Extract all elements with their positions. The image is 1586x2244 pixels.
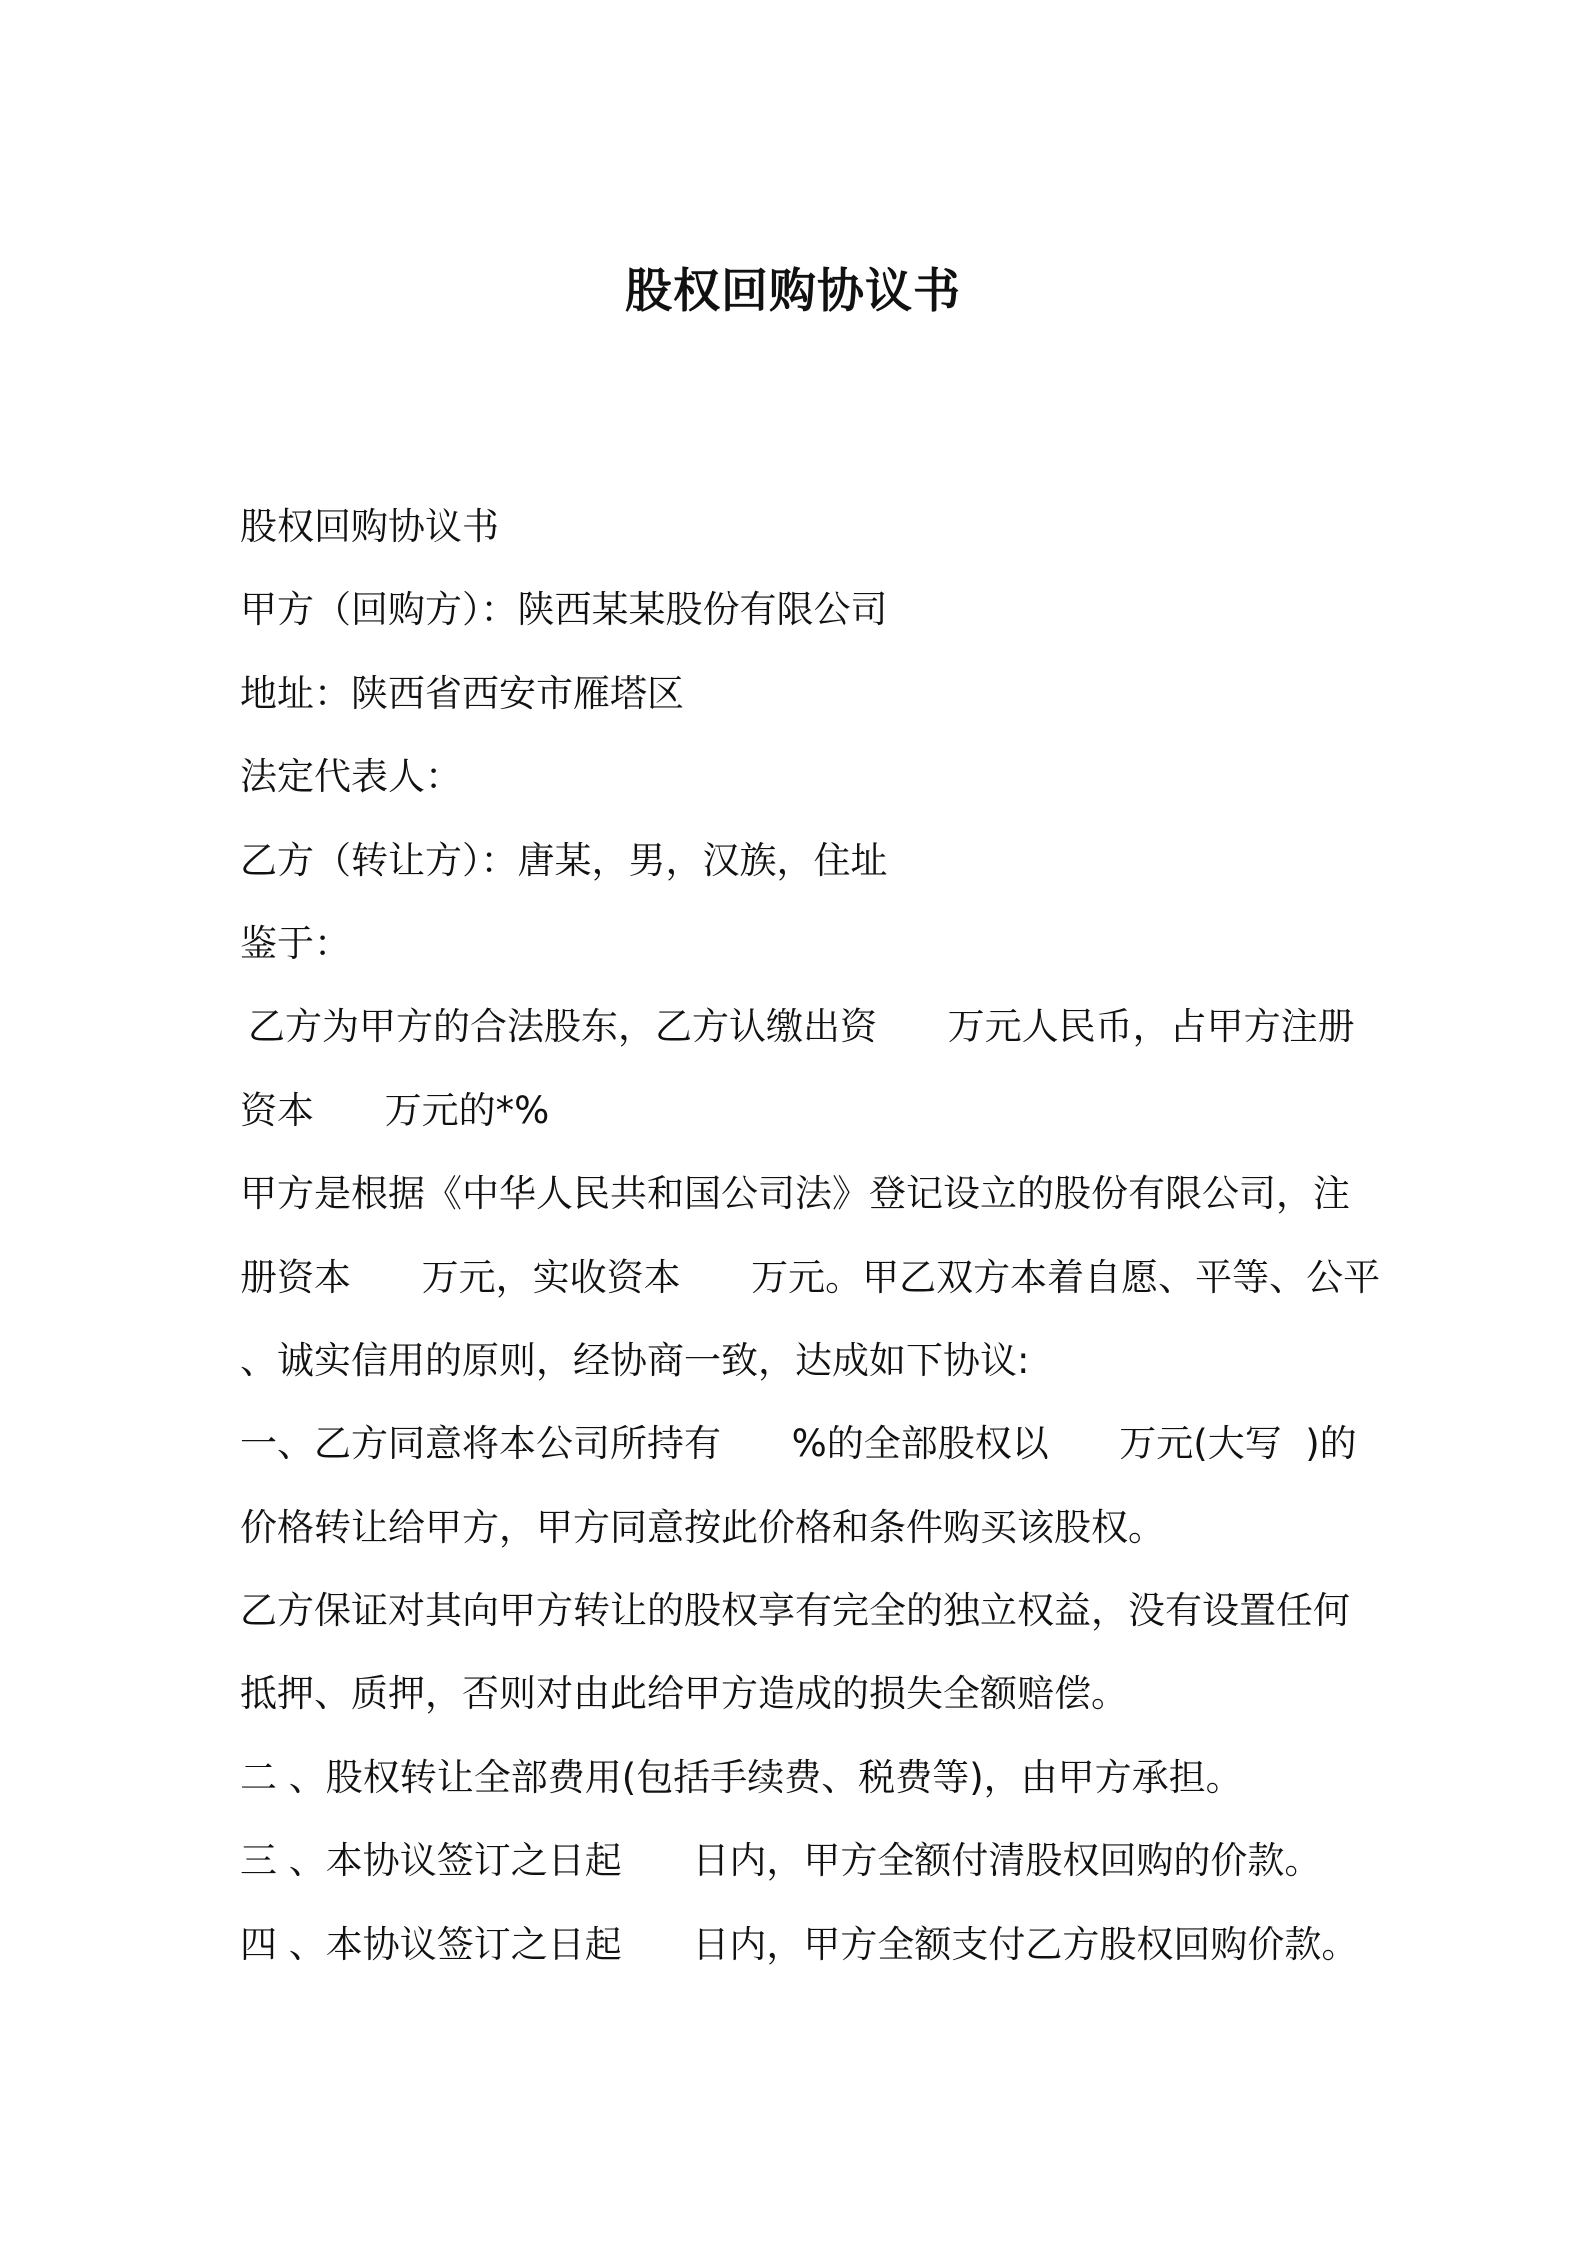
clause-3-line: 三 、本协议签订之日起 日内，甲方全额付清股权回购的价款。	[240, 1839, 1322, 1883]
company-description-line-2: 册资本 万元，实收资本 万元。甲乙双方本着自愿、平等、公平	[240, 1255, 1381, 1299]
body-line-heading: 股权回购协议书	[240, 505, 499, 548]
address-line: 地址：陕西省西安市雁塔区	[240, 671, 684, 715]
whereas-line: 鉴于：	[240, 921, 351, 965]
clause-1-line-1: 一、乙方同意将本公司所持有 %的全部股权以 万元(大写 )的	[240, 1422, 1357, 1466]
company-description-line-1: 甲方是根据《中华人民共和国公司法》登记设立的股份有限公司，注	[240, 1172, 1350, 1216]
party-b-line: 乙方（转让方）：唐某，男，汉族，住址	[240, 838, 888, 882]
company-description-line-3: 、诚实信用的原则，经协商一致，达成如下协议:	[240, 1338, 1030, 1382]
clause-4-line: 四 、本协议签订之日起 日内，甲方全额支付乙方股权回购价款。	[240, 1922, 1359, 1966]
clause-2-line: 二 、股权转让全部费用(包括手续费、税费等)，由甲方承担。	[240, 1755, 1243, 1799]
warranty-line-1: 乙方保证对其向甲方转让的股权享有完全的独立权益，没有设置任何	[240, 1589, 1350, 1633]
party-a-line: 甲方（回购方）：陕西某某股份有限公司	[240, 588, 888, 632]
recital-line-2: 资本 万元的*%	[240, 1088, 550, 1132]
legal-representative-line: 法定代表人：	[240, 755, 462, 799]
document-title: 股权回购协议书	[625, 264, 961, 319]
document-body	[240, 497, 1381, 1998]
clause-1-line-2: 价格转让给甲方，甲方同意按此价格和条件购买该股权。	[240, 1505, 1165, 1549]
recital-line-1: 乙方为甲方的合法股东，乙方认缴出资 万元人民币，占甲方注册	[248, 1005, 1355, 1049]
warranty-line-2: 抵押、质押，否则对由此给甲方造成的损失全额赔偿。	[240, 1672, 1128, 1716]
